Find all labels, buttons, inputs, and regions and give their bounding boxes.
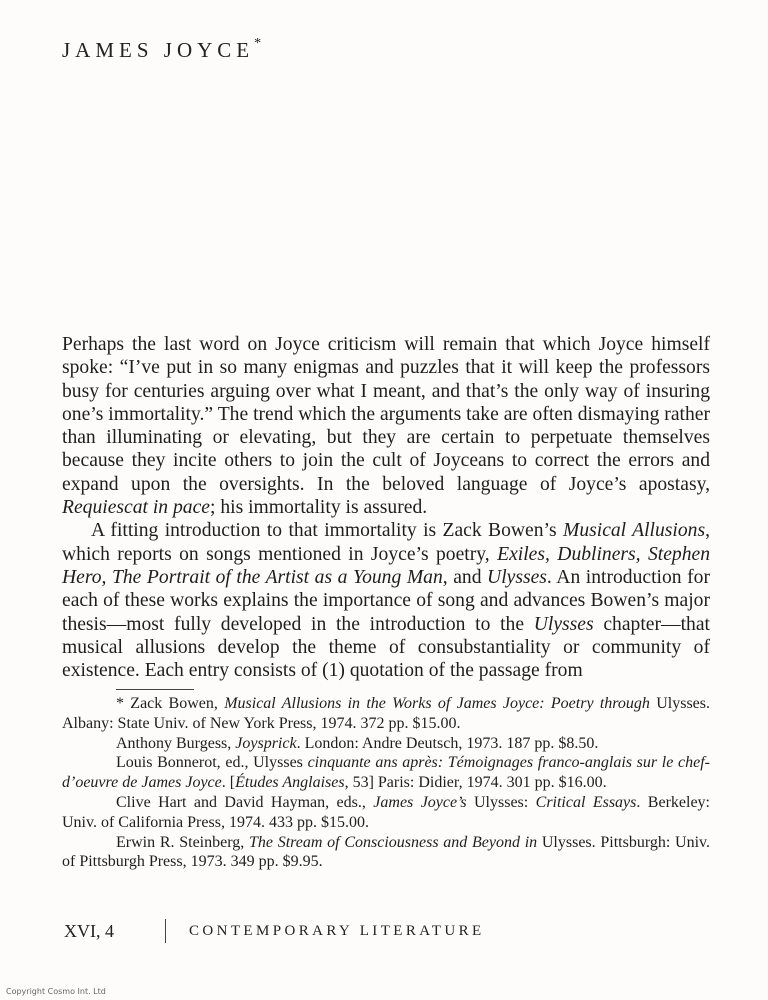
paragraph-1: Perhaps the last word on Joyce criticism will remain that which Joyce himself spoke: “I’ve put in so many enigmas and puzzles that it will keep the professors busy for centuries arguing over what I meant, and that’s the only way of insuring one’s immortality.” The trend which the arguments take are often dismaying rather than illuminating or elevating, but they are certain to perpetuate themselves because they incite others to join the cult of Joyceans to correct the errors and expand upon the oversights. In the beloved language of Joyce’s apostasy, Requiescat in pace; his immortality is assured. [62, 334, 710, 519]
footnote-burgess: Anthony Burgess, Joysprick. London: Andre Deutsch, 1973. 187 pp. $8.50. [116, 734, 599, 752]
journal-name: CONTEMPORARY LITERATURE [189, 923, 485, 939]
footer-divider [165, 919, 166, 943]
footnote-steinberg: Erwin R. Steinberg, The Stream of Consciousness and Beyond in Ulysses. Pittsburgh: Univ. of Pittsburgh Press, 1973. 349 pp. $9.95. [62, 833, 711, 871]
footnote-bonnerot: Louis Bonnerot, ed., Ulysses cinquante ans après: Témoignages franco-anglais sur le chef-d’oeuvre de James Joyce. [Études Anglaises, 53] Paris: Didier, 1974. 301 pp. $16.00. [62, 754, 710, 792]
footnote-bowen: * Zack Bowen, Musical Allusions in the Works of James Joyce: Poetry through Ulysses. Albany: State Univ. of New York Press, 1974. 372 pp. $15.00. [62, 695, 711, 732]
page-footer [62, 921, 722, 947]
body-text [62, 333, 710, 682]
copyright-watermark: Copyright Cosmo Int. Ltd [6, 987, 106, 996]
folio: XVI, 4 [64, 921, 114, 941]
footnote-hart-hayman: Clive Hart and David Hayman, eds., James Joyce’s Ulysses: Critical Essays. Berkeley: Univ. of California Press, 1974. 433 pp. $15.00. [62, 793, 710, 831]
article-title: JAMES JOYCE* [62, 36, 262, 62]
footnote-rule [116, 689, 194, 690]
paragraph-2: A fitting introduction to that immortality is Zack Bowen’s Musical Allusions, which reports on songs mentioned in Joyce’s poetry, Exiles, Dubliners, Stephen Hero, The Portrait of the Artist as a Young Man, and Ulysses. An introduction for each of these works explains the importance of song and advances Bowen’s major thesis—most fully developed in the introduction to the Ulysses chapter—that musical allusions develop the theme of consubstantiality or community of existence. Each entry consists of (1) quotation of the passage from [62, 520, 710, 682]
footnotes [62, 694, 710, 872]
footnote-mark: * [254, 36, 262, 51]
